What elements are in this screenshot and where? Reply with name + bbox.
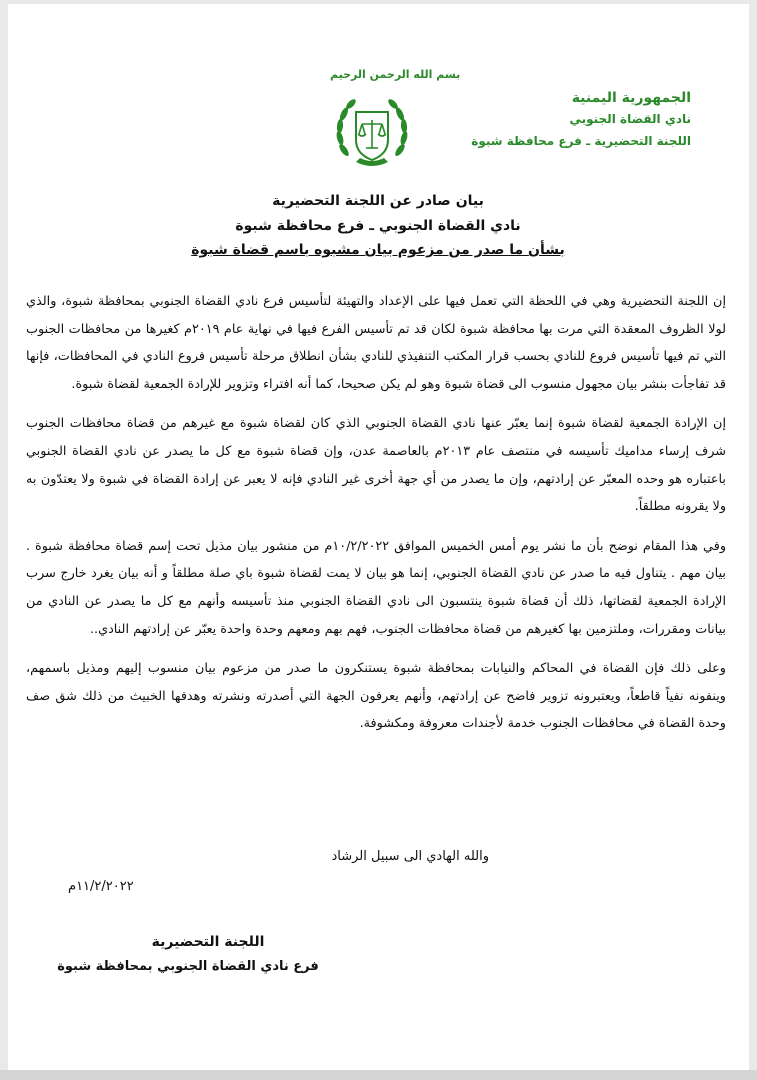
statement-date: ١١/٢/٢٠٢٢م [68,879,134,894]
signature-committee: اللجنة التحضيرية [151,934,265,950]
body-paragraph: وعلى ذلك فإن القضاة في المحاكم والنيابات بمحافظة شبوة يستنكرون ما صدر من مزعوم بيان منسوب إليهم ومذيل باسمهم، وينفونه نفياً قاطعاً، ويعتبرونه تزوير فاضح عن إرادتهم، وأنهم يعرفون الجهة التي أصدرته ونشرته وهدفها الخبيث من ذلك شق صف وحدة القضاة في محافظات الجنوب خدمة لأجندات معروفة ومكشوفة. [26,661,726,732]
statement-title [178,188,578,262]
body-paragraph: وفي هذا المقام نوضح بأن ما نشر يوم أمس الخميس الموافق ١٠/٢/٢٠٢٢م من منشور بيان مذيل تحت إسم قضاة محافظة شبوة . بيان مهم . يتناول فيه ما صدر عن نادي القضاة الجنوبي، إنما هو بيان لا يمت لقضاة شبوة باي صلة مطلقاً و أنه بيان يغرد خارج سرب الإرادة الجمعية لقضاتها، ذلك أن قضاة شبوة ينتسبون الى نادي القضاة الجنوبي منذ تأسيسه وأنهم مع كل ما يصدر عن النادي من بيانات ومقررات، وملتزمين بها كغيرهم من قضاة محافظات الجنوب، فهم بهم ومعهم وحدة واحدة يعبّر عن إرادتهم النادي.. [26,538,727,637]
letterhead-country: الجمهورية اليمنية [571,90,691,106]
signature-block [48,929,328,979]
document-page [8,4,749,1072]
body-paragraph: إن اللجنة التحضيرية وهي في اللحظة التي تعمل فيها على الإعداد والتهيئة لتأسيس فرع نادي القضاة الجنوبي بمحافظة شبوة، والذي لولا الظروف المعقدة التي مرت بها محافظة شبوة لكان قد تم تأسيس الفرع فيها في نهاية عام ٢٠١٩م كغيرها من محافظات الجنوب التي تم فيها تأسيس فروع للنادي بحسب قرار المكتب التنفيذي للنادي بشأن انطلاق مرحلة تأسيس فروع النادي في المحافظات، فإنها قد تفاجأت بنشر بيان مجهول منسوب الى قضاة شبوة وهو لم يكن صحيحا، كما أنه افتراء وتزوير للإرادة الجمعية لقضاة شبوة. [26,294,727,392]
scales-of-justice-wreath-icon [332,92,412,172]
letterhead-committee: اللجنة التحضيرية ـ فرع محافظة شبوة [471,134,691,148]
basmala: بسم الله الرحمن الرحيم [330,68,461,81]
title-line-3: بشأن ما صدر من مزعوم بيان مشبوه باسم قضاة شبوة [191,242,565,258]
letterhead-club: نادي القضاة الجنوبي [569,112,691,126]
title-line-2: نادي القضاة الجنوبي ـ فرع محافظة شبوة [235,218,521,234]
signature-branch: فرع نادي القضاة الجنوبي بمحافظة شبوة [57,959,319,974]
statement-body [26,288,726,750]
body-paragraph: إن الإرادة الجمعية لقضاة شبوة إنما يعبّر عنها نادي القضاة الجنوبي الذي كان لقضاة شبوة مع غيرهم من قضاة محافظات الجنوب شرف إرساء مداميك تأسيسه في منتصف عام ٢٠١٣م بالعاصمة عدن، وإن قضاة شبوة مع كل ما يصدر عن نادي القضاة الجنوبي باعتباره هو وحده المعبّر عن إرادتهم، وإن ما يصدر من أي جهة أخرى غير النادي فإنه لا يعبر عن إرادة القضاة في شبوة ولا يعتدّون به ولا يقرونه مطلقاً. [26,416,726,515]
title-line-1: بيان صادر عن اللجنة التحضيرية [272,193,484,209]
closing-line: والله الهادي الى سبيل الرشاد [331,849,489,864]
scan-bottom-edge [0,1070,757,1080]
letterhead-org [471,88,691,152]
